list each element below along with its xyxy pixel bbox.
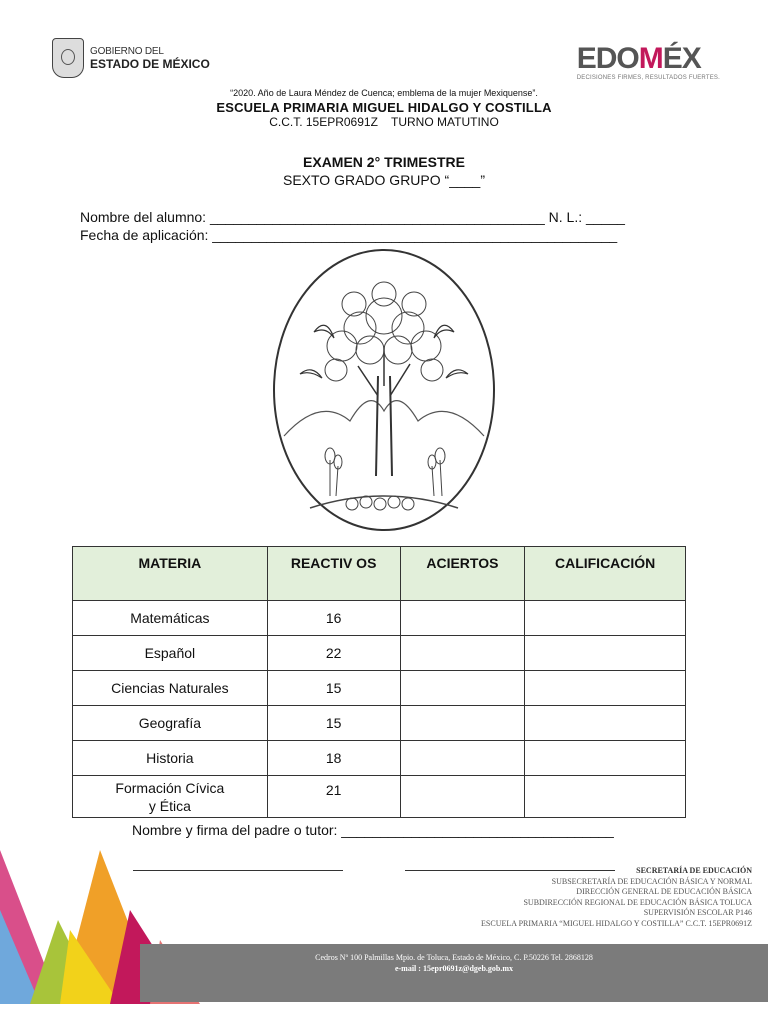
footer-line-5: ESCUELA PRIMARIA “MIGUEL HIDALGO Y COSTILLA” C.C.T. 15EPR0691Z — [481, 918, 752, 928]
footer-line-1: SUBSECRETARÍA DE EDUCACIÓN BÁSICA Y NORMAL — [551, 876, 752, 886]
aciertos-cell[interactable] — [400, 601, 525, 636]
header-aciertos: ACIERTOS — [400, 547, 525, 601]
materia-cell: Historia — [73, 741, 268, 776]
table-row — [73, 776, 686, 818]
footer-email: e-mail : 15epr0691z@dgeb.gob.mx — [394, 964, 514, 973]
footer-line-4: SUPERVISIÓN ESCOLAR P146 — [643, 908, 752, 917]
edomex-tagline: DECISIONES FIRMES, RESULTADOS FUERTES. — [576, 75, 720, 81]
reactivos-cell: 16 — [267, 601, 400, 636]
calificacion-cell[interactable] — [525, 636, 686, 671]
table-row — [73, 636, 686, 671]
table-row — [73, 601, 686, 636]
state-seal-icon — [52, 38, 84, 78]
table-row — [73, 706, 686, 741]
edomex-logo — [577, 44, 720, 81]
footer-contact — [140, 952, 768, 974]
student-name-field[interactable]: Nombre del alumno: ___________________________________________ N. L.: _____ — [80, 209, 625, 225]
cct-line: C.C.T. 15EPR0691Z TURNO MATUTINO — [269, 115, 499, 129]
grades-table — [72, 546, 686, 818]
government-logo — [52, 38, 210, 78]
exam-title: EXAMEN 2° TRIMESTRE — [303, 154, 465, 170]
table-row — [73, 741, 686, 776]
table-row — [73, 671, 686, 706]
aciertos-cell[interactable] — [400, 776, 525, 818]
materia-cell: Ciencias Naturales — [73, 671, 268, 706]
footer-line-2: DIRECCIÓN GENERAL DE EDUCACIÓN BÁSICA — [576, 887, 752, 896]
reactivos-cell: 22 — [267, 636, 400, 671]
school-name: ESCUELA PRIMARIA MIGUEL HIDALGO Y COSTILLA — [216, 100, 552, 115]
reactivos-cell: 15 — [267, 671, 400, 706]
header-calificacion: CALIFICACIÓN — [525, 547, 686, 601]
header-reactivos: REACTIV OS — [267, 547, 400, 601]
tree-illustration — [270, 246, 498, 538]
materia-cell: Español — [73, 636, 268, 671]
footer-line-0: SECRETARÍA DE EDUCACIÓN — [636, 866, 752, 875]
gov-line2: ESTADO DE MÉXICO — [90, 57, 210, 71]
materia-cell: Geografía — [73, 706, 268, 741]
exam-subtitle: SEXTO GRADO GRUPO “____” — [282, 172, 485, 188]
footer-institution — [481, 866, 752, 929]
header-materia: MATERIA — [73, 547, 268, 601]
reactivos-cell: 18 — [267, 741, 400, 776]
reactivos-cell: 21 — [267, 776, 400, 818]
aciertos-cell[interactable] — [400, 671, 525, 706]
materia-cell: Matemáticas — [73, 601, 268, 636]
calificacion-cell[interactable] — [525, 706, 686, 741]
aciertos-cell[interactable] — [400, 741, 525, 776]
calificacion-cell[interactable] — [525, 776, 686, 818]
calificacion-cell[interactable] — [525, 601, 686, 636]
materia-cell: Formación Cívica y Ética — [73, 776, 268, 818]
footer-line-3: SUBDIRECCIÓN REGIONAL DE EDUCACIÓN BÁSICA TOLUCA — [523, 897, 752, 907]
tutor-signature-field[interactable]: Nombre y firma del padre o tutor: ___________________________________ — [132, 822, 614, 838]
aciertos-cell[interactable] — [400, 706, 525, 741]
application-date-field[interactable]: Fecha de aplicación: ____________________________________________________ — [80, 227, 618, 243]
year-motto: “2020. Año de Laura Méndez de Cuenca; emblema de la mujer Mexiquense”. — [230, 88, 538, 98]
reactivos-cell: 15 — [267, 706, 400, 741]
footer-address: Cedros Nº 100 Palmillas Mpio. de Toluca, Estado de México, C. P.50226 Tel. 2868128 — [315, 953, 593, 962]
table-header-row — [73, 547, 686, 601]
gov-line1: GOBIERNO DEL — [90, 46, 164, 57]
calificacion-cell[interactable] — [525, 741, 686, 776]
calificacion-cell[interactable] — [525, 671, 686, 706]
edomex-wordmark: EDOMÉX — [576, 42, 701, 75]
aciertos-cell[interactable] — [400, 636, 525, 671]
